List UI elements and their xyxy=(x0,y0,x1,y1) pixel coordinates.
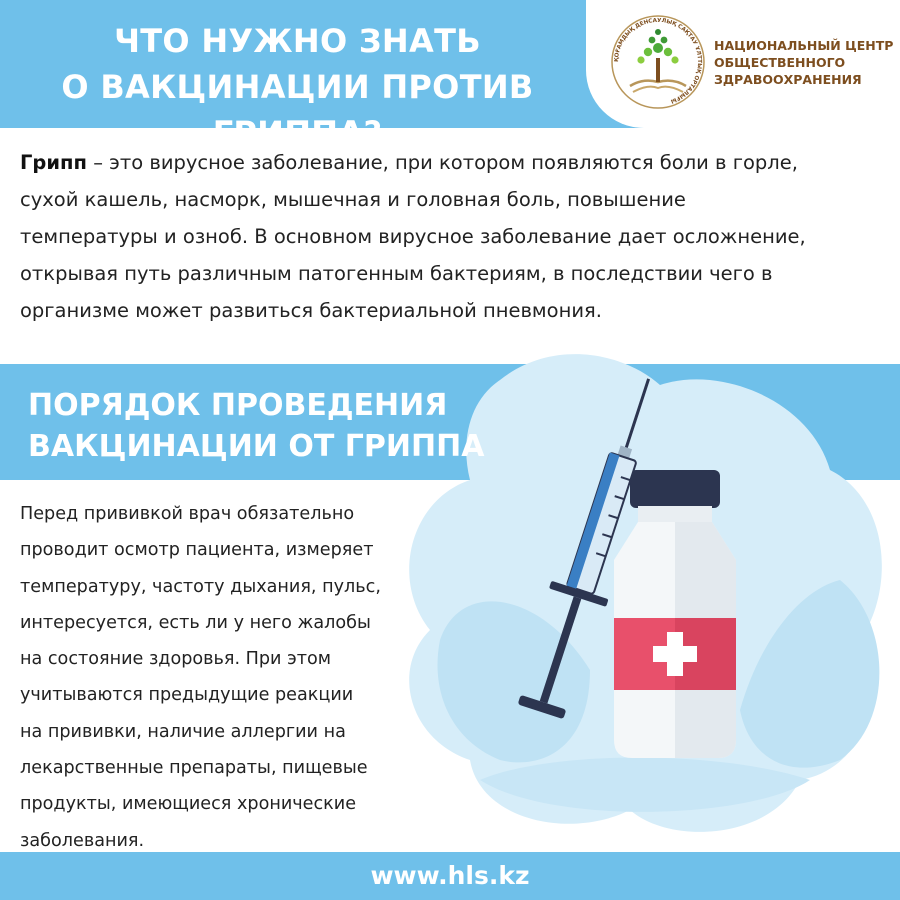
intro-line-4: открывая путь различным патогенным бактериям, в последствии чего в xyxy=(20,262,773,285)
intro-line-3: температуры и озноб. В основном вирусное заболевание дает осложнение, xyxy=(20,225,806,248)
procedure-line-8: лекарственные препараты, пищевые xyxy=(20,758,368,779)
procedure-line-10: заболевания. xyxy=(20,830,145,851)
procedure-line-5: на состояние здоровья. При этом xyxy=(20,649,332,670)
organization-name-line-1: НАЦИОНАЛЬНЫЙ ЦЕНТР xyxy=(714,38,894,53)
organization-name xyxy=(714,37,894,88)
tree-people-emblem-icon xyxy=(608,12,708,112)
page-title-line-1: ЧТО НУЖНО ЗНАТЬ xyxy=(114,22,481,60)
intro-paragraph xyxy=(20,144,890,329)
intro-line-5: организме может развиться бактериальной пневмония. xyxy=(20,299,602,322)
procedure-line-6: учитываются предыдущие реакции xyxy=(20,685,354,706)
page-title xyxy=(0,18,595,156)
logo-card xyxy=(586,0,900,128)
procedure-line-7: на прививки, наличие аллергии на xyxy=(20,721,346,742)
procedure-line-4: интересуется, есть ли у него жалобы xyxy=(20,612,371,633)
organization-name-line-3: ЗДРАВООХРАНЕНИЯ xyxy=(714,72,862,87)
section-title xyxy=(28,385,548,467)
intro-term: Грипп xyxy=(20,151,87,174)
procedure-line-3: температуру, частоту дыхания, пульс, xyxy=(20,576,381,597)
procedure-paragraph xyxy=(20,496,420,859)
organization-name-line-2: ОБЩЕСТВЕННОГО xyxy=(714,55,846,70)
section-title-line-1: ПОРЯДОК ПРОВЕДЕНИЯ xyxy=(28,388,448,423)
website-link[interactable]: www.hls.kz xyxy=(370,861,530,890)
intro-line-2: сухой кашель, насморк, мышечная и головная боль, повышение xyxy=(20,188,686,211)
intro-line-1 xyxy=(20,144,890,181)
page-title-line-2: О ВАКЦИНАЦИИ ПРОТИВ ГРИППА? xyxy=(61,68,534,152)
intro-line-1-text: – это вирусное заболевание, при котором появляются боли в горле, xyxy=(87,151,798,174)
section-title-line-2: ВАКЦИНАЦИИ ОТ ГРИППА xyxy=(28,429,485,464)
emblem-ring-text: ҚОҒАМДЫҚ ДЕНСАУЛЫҚ САҚТАУ ҰЛТТЫҚ ОРТАЛЫҒЫ xyxy=(613,17,703,104)
procedure-line-2: проводит осмотр пациента, измеряет xyxy=(20,540,374,561)
procedure-line-9: продукты, имеющиеся хронические xyxy=(20,794,357,815)
procedure-line-1: Перед прививкой врач обязательно xyxy=(20,504,355,524)
